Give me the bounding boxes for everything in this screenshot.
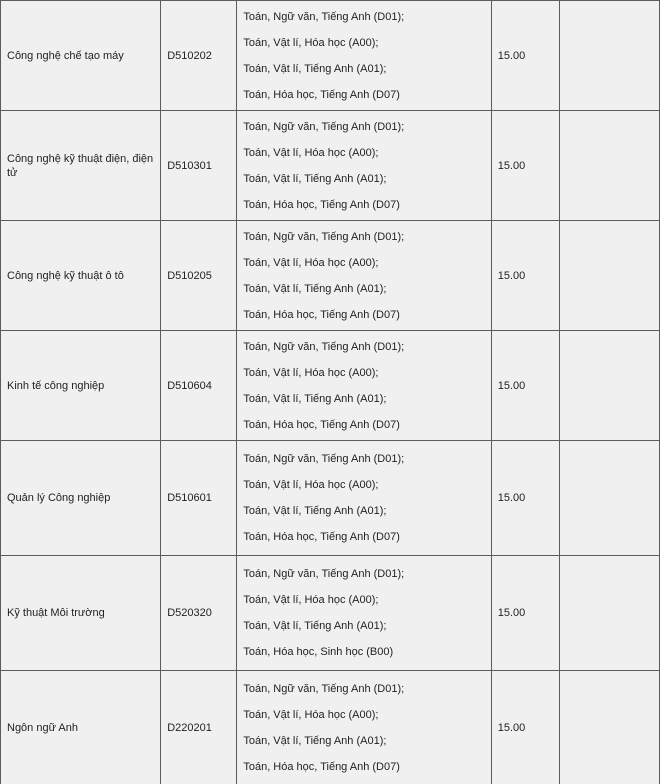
major-code-cell: D520320: [161, 556, 237, 671]
table-row: [1, 441, 660, 556]
cutoff-score-cell: 15.00: [491, 1, 559, 111]
subject-combination: Toán, Hóa học, Tiếng Anh (D07): [243, 418, 400, 431]
subject-combination: Toán, Hóa học, Tiếng Anh (D07): [243, 531, 400, 543]
cutoff-score-cell: 15.00: [491, 671, 559, 784]
major-code-cell: D510301: [161, 111, 237, 221]
subject-combinations-cell: [237, 111, 491, 221]
subject-combination: Toán, Hóa học, Tiếng Anh (D07): [243, 88, 400, 101]
table-row: [1, 671, 660, 784]
major-name-cell: Kinh tế công nghiệp: [1, 331, 161, 441]
subject-combination: Toán, Vật lí, Tiếng Anh (A01);: [243, 392, 387, 405]
note-cell: [559, 221, 659, 331]
major-name-cell: Kỹ thuật Môi trường: [1, 556, 161, 671]
note-cell: [559, 671, 659, 784]
subject-combination: Toán, Vật lí, Tiếng Anh (A01);: [243, 172, 387, 185]
major-name-cell: Quản lý Công nghiệp: [1, 441, 161, 556]
subject-combination: Toán, Vật lí, Hóa học (A00);: [243, 36, 379, 49]
major-code-cell: D220201: [161, 671, 237, 784]
note-cell: [559, 1, 659, 111]
table-row: [1, 1, 660, 111]
note-cell: [559, 111, 659, 221]
cutoff-score-cell: 15.00: [491, 556, 559, 671]
subject-combination: Toán, Vật lí, Tiếng Anh (A01);: [243, 505, 387, 517]
major-code-cell: D510604: [161, 331, 237, 441]
note-cell: [559, 331, 659, 441]
note-cell: [559, 556, 659, 671]
major-code-cell: D510601: [161, 441, 237, 556]
subject-combinations-cell: [237, 1, 491, 111]
admission-table-body: [1, 1, 660, 784]
subject-combination: Toán, Hóa học, Tiếng Anh (D07): [243, 761, 400, 773]
subject-combination: Toán, Vật lí, Tiếng Anh (A01);: [243, 282, 387, 295]
subject-combination: Toán, Vật lí, Hóa học (A00);: [243, 709, 379, 721]
subject-combinations-cell: [237, 441, 491, 556]
major-name-cell: Ngôn ngữ Anh: [1, 671, 161, 784]
subject-combination: Toán, Vật lí, Hóa học (A00);: [243, 256, 379, 269]
major-name-cell: Công nghệ kỹ thuật ô tô: [1, 221, 161, 331]
cutoff-score-cell: 15.00: [491, 331, 559, 441]
major-name-cell: Công nghệ chế tạo máy: [1, 1, 161, 111]
subject-combination: Toán, Ngữ văn, Tiếng Anh (D01);: [243, 230, 405, 243]
note-cell: [559, 441, 659, 556]
subject-combination: Toán, Vật lí, Hóa học (A00);: [243, 594, 379, 606]
table-row: [1, 221, 660, 331]
cutoff-score-cell: 15.00: [491, 111, 559, 221]
subject-combinations-cell: [237, 671, 491, 784]
subject-combination: Toán, Hóa học, Tiếng Anh (D07): [243, 198, 400, 211]
subject-combination: Toán, Vật lí, Tiếng Anh (A01);: [243, 735, 387, 747]
subject-combination: Toán, Vật lí, Hóa học (A00);: [243, 366, 379, 379]
cutoff-score-cell: 15.00: [491, 221, 559, 331]
subject-combination: Toán, Ngữ văn, Tiếng Anh (D01);: [243, 10, 405, 23]
subject-combination: Toán, Vật lí, Tiếng Anh (A01);: [243, 62, 387, 75]
subject-combination: Toán, Ngữ văn, Tiếng Anh (D01);: [243, 120, 405, 133]
major-code-cell: D510202: [161, 1, 237, 111]
subject-combination: Toán, Hóa học, Tiếng Anh (D07): [243, 308, 400, 321]
cutoff-score-cell: 15.00: [491, 441, 559, 556]
table-row: [1, 556, 660, 671]
subject-combination: Toán, Hóa học, Sinh học (B00): [243, 646, 394, 658]
subject-combinations-cell: [237, 331, 491, 441]
subject-combination: Toán, Vật lí, Hóa học (A00);: [243, 146, 379, 159]
subject-combinations-cell: [237, 556, 491, 671]
major-name-cell: Công nghệ kỹ thuật điện, điện tử: [1, 111, 161, 221]
subject-combination: Toán, Ngữ văn, Tiếng Anh (D01);: [243, 683, 405, 695]
major-code-cell: D510205: [161, 221, 237, 331]
table-row: [1, 331, 660, 441]
table-row: [1, 111, 660, 221]
subject-combination: Toán, Ngữ văn, Tiếng Anh (D01);: [243, 340, 405, 353]
subject-combinations-cell: [237, 221, 491, 331]
subject-combination: Toán, Vật lí, Hóa học (A00);: [243, 479, 379, 491]
subject-combination: Toán, Vật lí, Tiếng Anh (A01);: [243, 620, 387, 632]
subject-combination: Toán, Ngữ văn, Tiếng Anh (D01);: [243, 568, 405, 580]
subject-combination: Toán, Ngữ văn, Tiếng Anh (D01);: [243, 453, 405, 465]
